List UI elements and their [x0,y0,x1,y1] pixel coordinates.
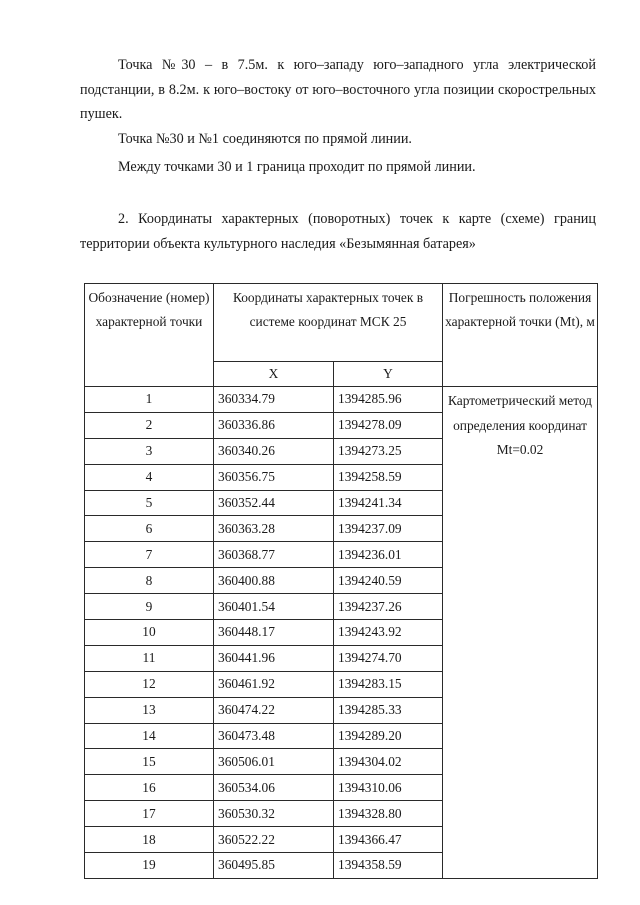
coordinates-table [84,283,598,879]
x-coordinate-cell: 360448.17 [214,620,334,646]
point-number-cell: 1 [85,387,214,413]
point-number-cell: 19 [85,853,214,879]
x-coordinate-cell: 360534.06 [214,775,334,801]
y-coordinate-cell: 1394285.96 [334,387,443,413]
point-number-cell: 3 [85,438,214,464]
x-coordinate-cell: 360495.85 [214,853,334,879]
header-y: Y [334,362,443,387]
y-coordinate-cell: 1394274.70 [334,645,443,671]
y-coordinate-cell: 1394240.59 [334,568,443,594]
x-coordinate-cell: 360530.32 [214,801,334,827]
y-coordinate-cell: 1394241.34 [334,490,443,516]
x-coordinate-cell: 360334.79 [214,387,334,413]
header-point-number: Обозначение (номер) характерной точки [85,284,214,387]
point-number-cell: 16 [85,775,214,801]
x-coordinate-cell: 360352.44 [214,490,334,516]
paragraph-point-30-description: Точка №30 – в 7.5м. к юго–западу юго–западного угла электрической подстанции, в 8.2м. к юго–востоку от юго–восточного угла позиции скорострельных пушек. [80,57,596,122]
point-number-cell: 9 [85,594,214,620]
header-coordinates: Координаты характерных точек в системе координат МСК 25 [214,284,443,362]
x-coordinate-cell: 360441.96 [214,645,334,671]
y-coordinate-cell: 1394273.25 [334,438,443,464]
y-coordinate-cell: 1394285.33 [334,697,443,723]
header-error: Погрешность положения характерной точки (Mt), м [443,284,598,387]
y-coordinate-cell: 1394236.01 [334,542,443,568]
y-coordinate-cell: 1394366.47 [334,827,443,853]
point-number-cell: 10 [85,620,214,646]
paragraph-points-connection: Точка №30 и №1 соединяются по прямой линии. [118,131,412,147]
header-x: X [214,362,334,387]
x-coordinate-cell: 360336.86 [214,412,334,438]
x-coordinate-cell: 360474.22 [214,697,334,723]
section-heading-coordinates: 2. Координаты характерных (поворотных) точек к карте (схеме) границ территории объекта культурного наследия «Безымянная батарея» [80,211,596,252]
point-number-cell: 5 [85,490,214,516]
x-coordinate-cell: 360522.22 [214,827,334,853]
x-coordinate-cell: 360473.48 [214,723,334,749]
paragraph-boundary-line: Между точками 30 и 1 граница проходит по прямой линии. [118,159,476,175]
x-coordinate-cell: 360363.28 [214,516,334,542]
y-coordinate-cell: 1394237.09 [334,516,443,542]
x-coordinate-cell: 360506.01 [214,749,334,775]
y-coordinate-cell: 1394283.15 [334,671,443,697]
point-number-cell: 11 [85,645,214,671]
point-number-cell: 6 [85,516,214,542]
point-number-cell: 13 [85,697,214,723]
point-number-cell: 17 [85,801,214,827]
y-coordinate-cell: 1394243.92 [334,620,443,646]
point-number-cell: 2 [85,412,214,438]
point-number-cell: 14 [85,723,214,749]
x-coordinate-cell: 360400.88 [214,568,334,594]
point-number-cell: 12 [85,671,214,697]
y-coordinate-cell: 1394304.02 [334,749,443,775]
y-coordinate-cell: 1394289.20 [334,723,443,749]
y-coordinate-cell: 1394237.26 [334,594,443,620]
point-number-cell: 18 [85,827,214,853]
x-coordinate-cell: 360340.26 [214,438,334,464]
x-coordinate-cell: 360401.54 [214,594,334,620]
x-coordinate-cell: 360356.75 [214,464,334,490]
y-coordinate-cell: 1394278.09 [334,412,443,438]
point-number-cell: 4 [85,464,214,490]
x-coordinate-cell: 360368.77 [214,542,334,568]
table-row [85,387,598,413]
error-method-note: Картометрический метод определения координат Mt=0.02 [443,387,598,879]
y-coordinate-cell: 1394328.80 [334,801,443,827]
y-coordinate-cell: 1394258.59 [334,464,443,490]
coordinates-table-body [85,387,598,879]
point-number-cell: 7 [85,542,214,568]
y-coordinate-cell: 1394310.06 [334,775,443,801]
point-number-cell: 8 [85,568,214,594]
point-number-cell: 15 [85,749,214,775]
x-coordinate-cell: 360461.92 [214,671,334,697]
y-coordinate-cell: 1394358.59 [334,853,443,879]
